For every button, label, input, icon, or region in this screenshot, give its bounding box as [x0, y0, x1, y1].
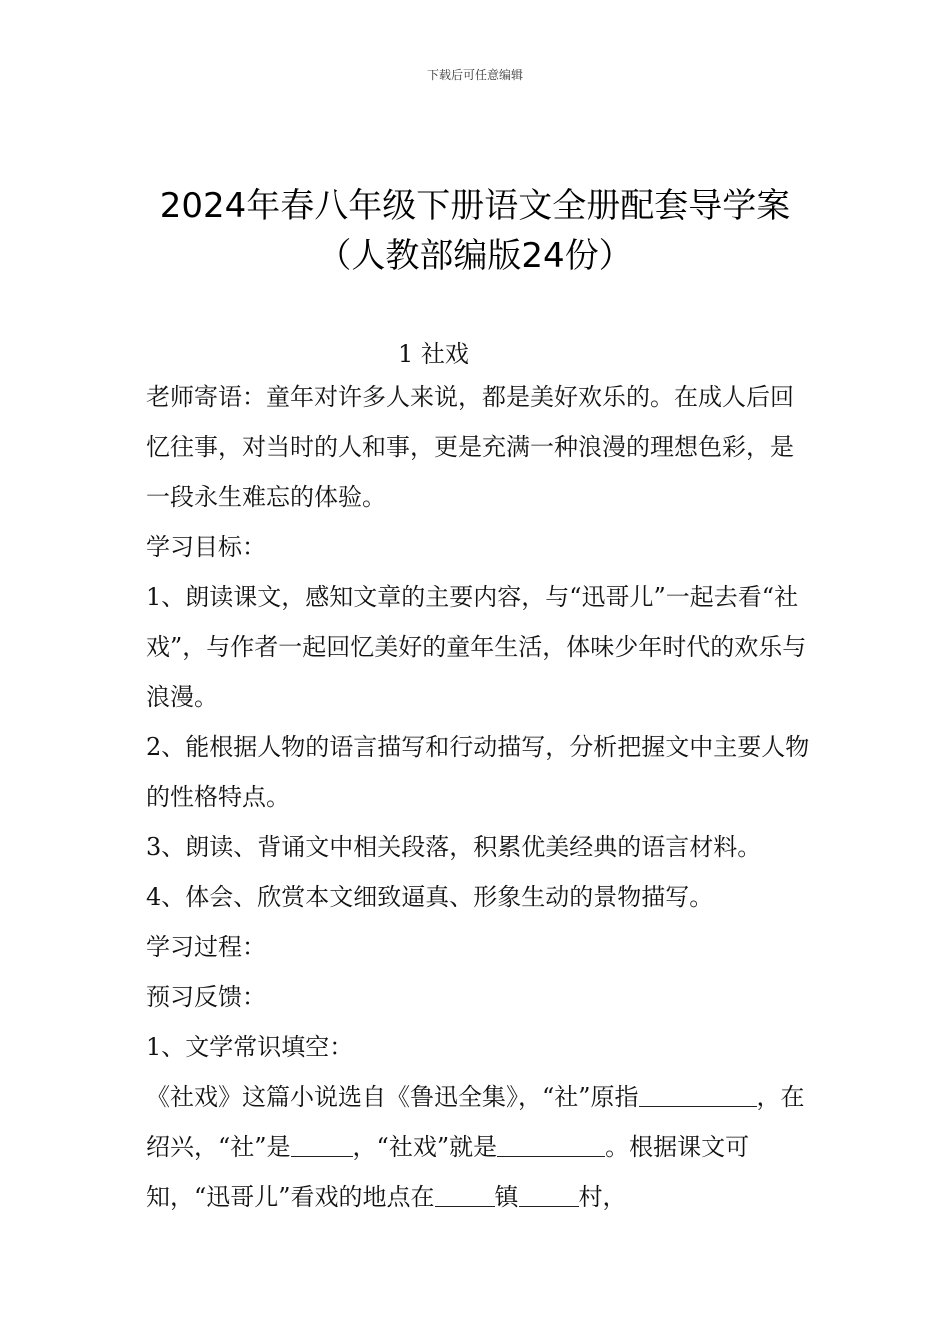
- fill-text: 村，: [578, 1183, 627, 1211]
- fill-blank[interactable]: [497, 1132, 605, 1157]
- preview-heading: 预习反馈：: [146, 983, 266, 1011]
- document-body: [146, 372, 816, 1222]
- objectives-heading: 学习目标：: [146, 533, 266, 561]
- objective-item: 1、朗读课文，感知文章的主要内容，与“迅哥儿”一起去看“社戏”，与作者一起回忆美好的童年生活，体味少年时代的欢乐与浪漫。: [146, 583, 807, 711]
- task1-heading: 1、文学常识填空：: [146, 1033, 354, 1061]
- document-title-line2: （人教部编版24份）: [317, 236, 633, 276]
- fill-text: 。: [605, 1133, 630, 1161]
- document-title-line1: 2024年春八年级下册语文全册配套导学案: [159, 186, 791, 226]
- fill-blank[interactable]: [639, 1082, 723, 1107]
- fill-text: 镇: [494, 1183, 519, 1211]
- fill-blank[interactable]: [519, 1182, 579, 1207]
- fill-text: 《社戏》这篇小说选自《鲁迅全集》，“社”原指: [146, 1083, 639, 1111]
- fill-text: 根据课文可知，“迅哥儿”看戏的地点在: [146, 1133, 750, 1211]
- process-heading: 学习过程：: [146, 933, 266, 961]
- objective-item: 2、能根据人物的语言描写和行动描写，分析把握文中主要人物的性格特点。: [146, 733, 810, 811]
- fill-text: ，在绍兴，“社”是: [146, 1083, 805, 1161]
- objective-item: 4、体会、欣赏本文细致逼真、形象生动的景物描写。: [146, 883, 714, 911]
- fill-text: ，“社戏”就是: [352, 1133, 498, 1161]
- objective-item: 3、朗读、背诵文中相关段落，积累优美经典的语言材料。: [146, 833, 762, 861]
- header-note: 下载后可任意编辑: [426, 68, 523, 82]
- fill-blank[interactable]: [435, 1182, 495, 1207]
- lesson-title: 1 社戏: [398, 340, 469, 368]
- teacher-message: 老师寄语：童年对许多人来说，都是美好欢乐的。在成人后回忆往事，对当时的人和事，更是充满一种浪漫的理想色彩，是一段永生难忘的体验。: [146, 383, 794, 511]
- fill-blank[interactable]: [723, 1082, 757, 1107]
- fill-in-paragraph: [146, 1072, 816, 1222]
- fill-blank[interactable]: [291, 1132, 353, 1157]
